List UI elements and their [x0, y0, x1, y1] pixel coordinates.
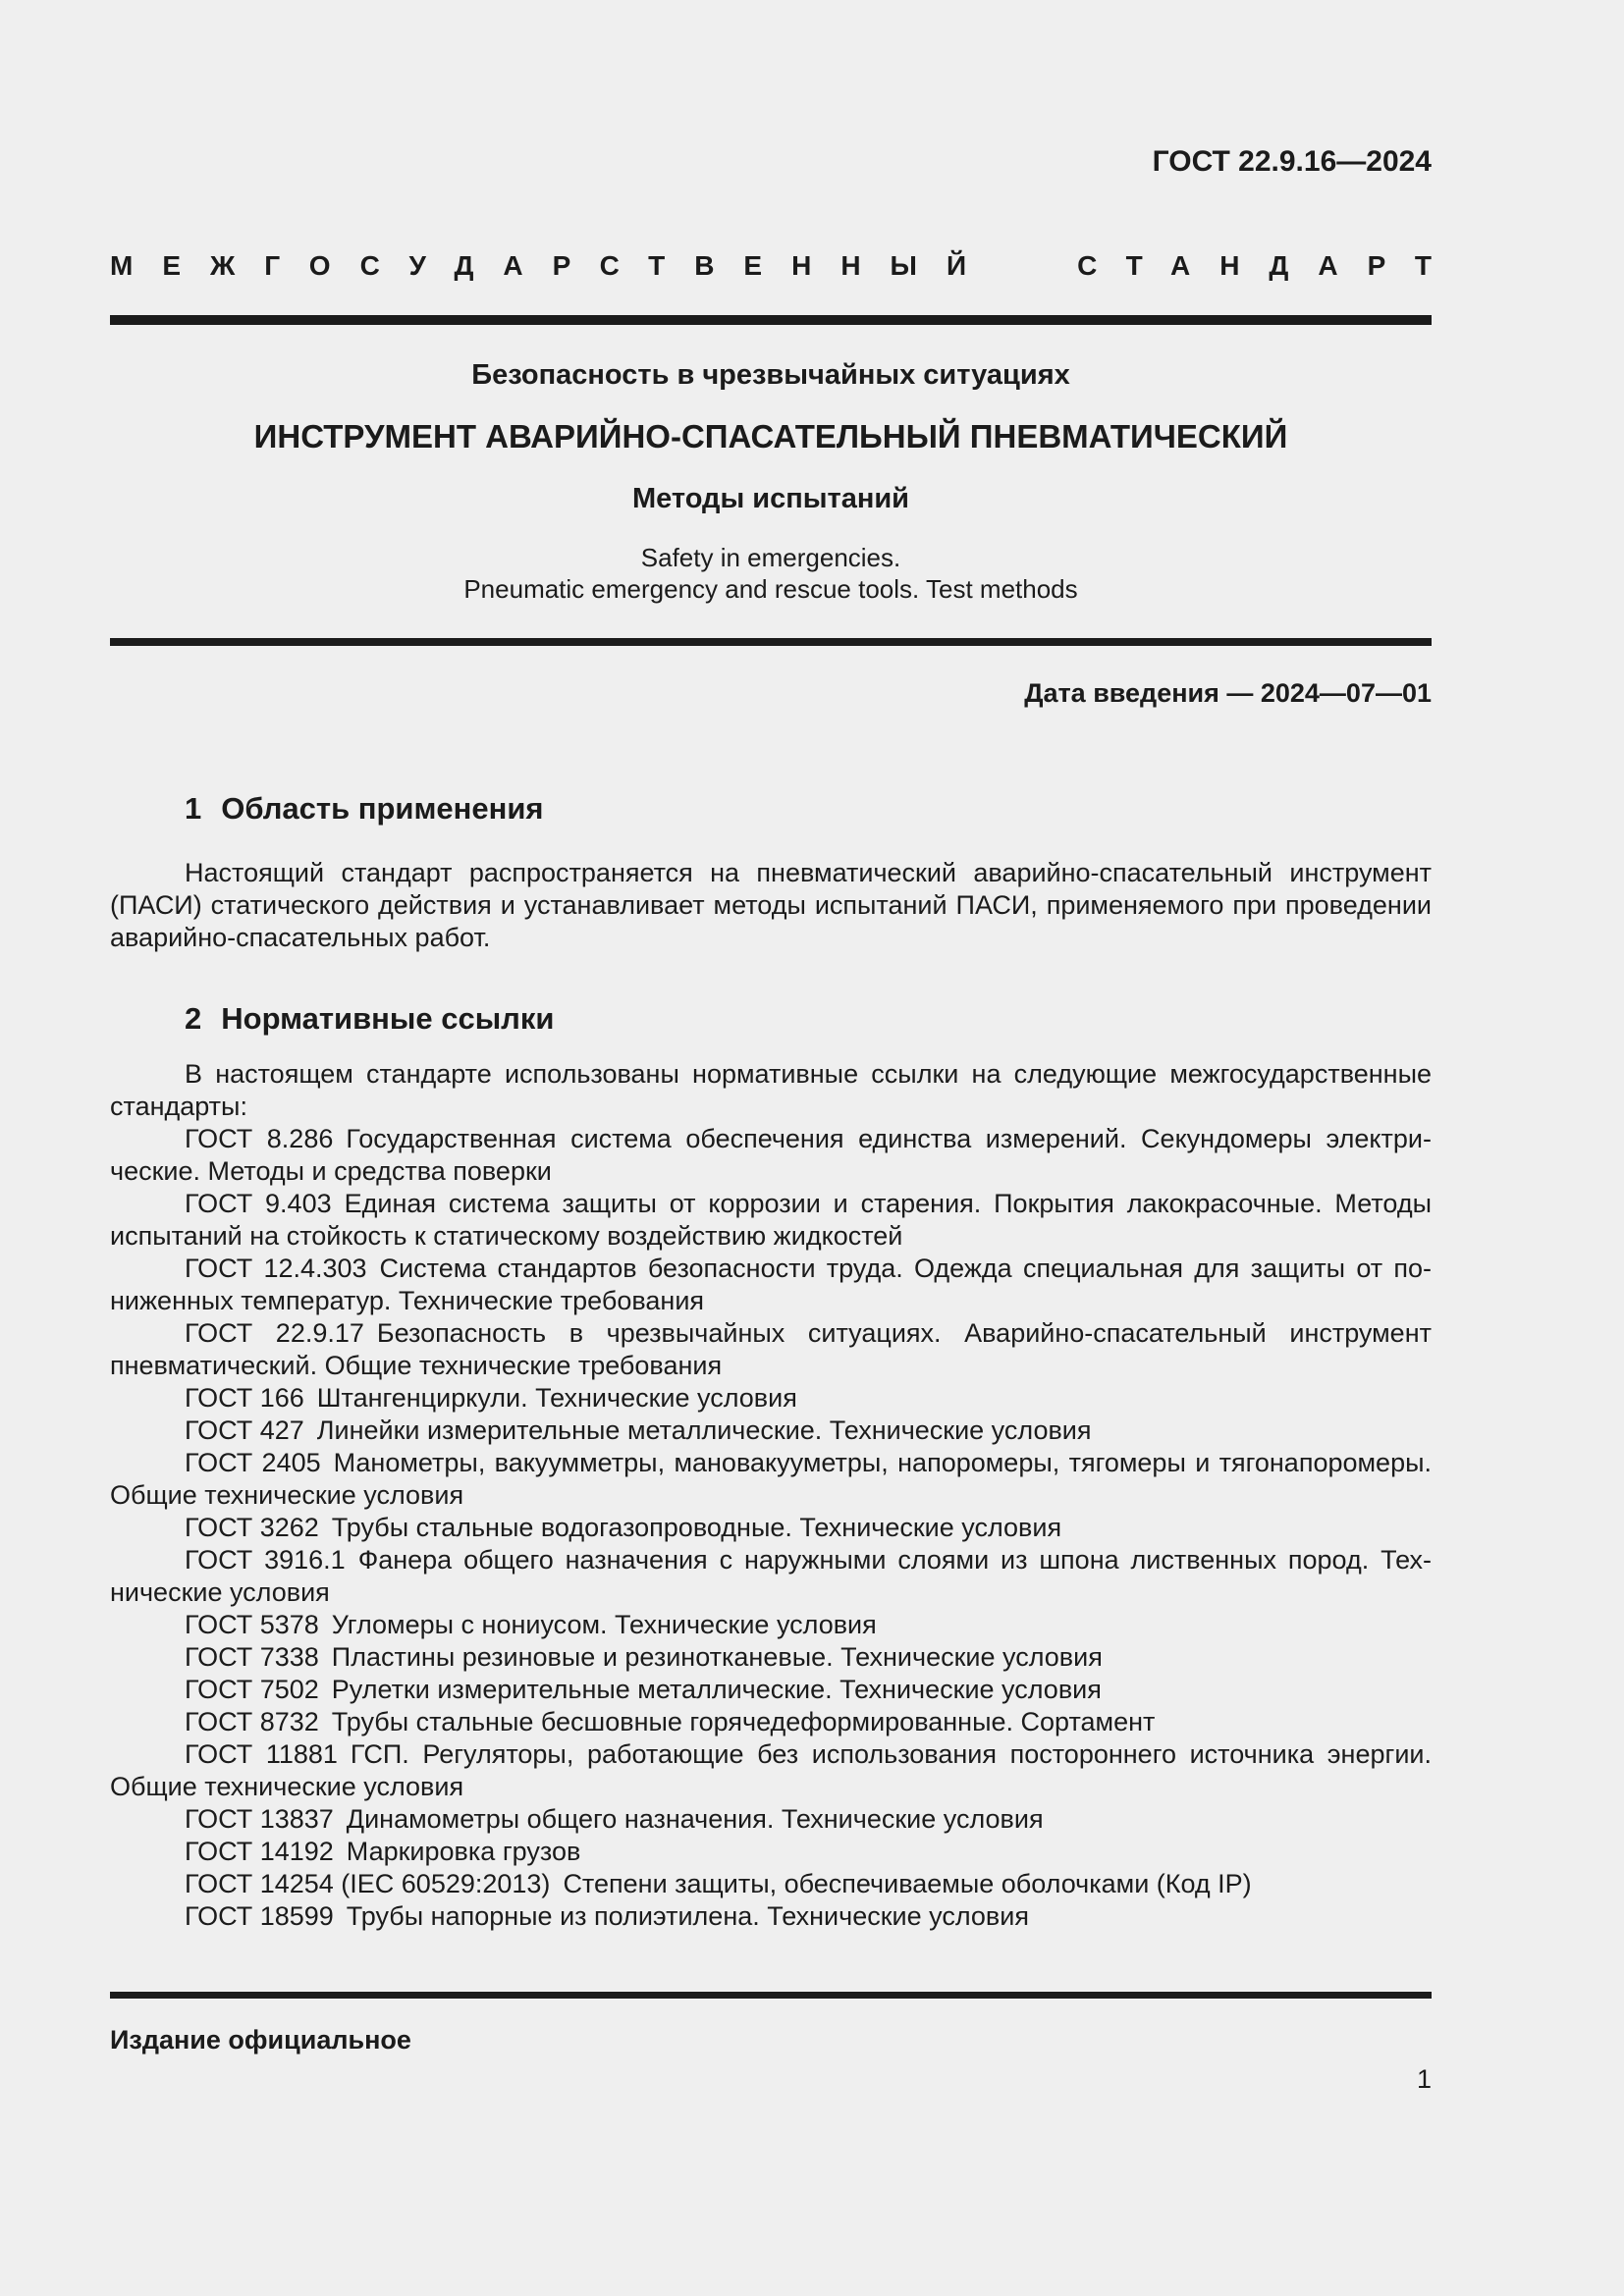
effective-date: Дата введения — 2024—07—01	[1024, 678, 1432, 708]
reference-item	[110, 1738, 1432, 1803]
reference-code: ГОСТ 427	[185, 1415, 304, 1445]
reference-title: Трубы стальные бесшовные горячедеформированные. Сортамент	[331, 1707, 1156, 1736]
page-number: 1	[1416, 2064, 1432, 2094]
section-1-paragraph: Настоящий стандарт распространяется на пневматический аварийно-спасательный инструмент (ПАСИ) статического действия и устанавливает методы испытаний ПАСИ, применяемого при проведении аварийно-спасательных работ.	[110, 858, 1432, 952]
reference-item	[110, 1674, 1432, 1706]
reference-title: Рулетки измерительные металлические. Технические условия	[331, 1675, 1102, 1704]
standard-kind-word-1: МЕЖГОСУДАРСТВЕННЫЙ	[110, 250, 997, 281]
reference-code: ГОСТ 8.286	[185, 1124, 334, 1153]
reference-title: Штангенциркули. Технические условия	[316, 1383, 797, 1413]
document-code: ГОСТ 22.9.16—2024	[1152, 145, 1432, 178]
reference-code: ГОСТ 22.9.17	[185, 1318, 364, 1348]
title-sub-ru: Методы испытаний	[631, 483, 910, 514]
reference-code: ГОСТ 3262	[185, 1513, 319, 1542]
reference-title: Манометры, вакуумметры, мановакууметры, напоромеры, тягомеры и тягонапоромеры. Общие технические условия	[110, 1448, 1432, 1510]
middle-divider-rule	[110, 638, 1432, 646]
footer-divider-rule	[110, 1992, 1432, 1999]
reference-title: Трубы напорные из полиэтилена. Технические условия	[346, 1901, 1029, 1931]
reference-code: ГОСТ 7502	[185, 1675, 319, 1704]
reference-code: ГОСТ 7338	[185, 1642, 319, 1672]
reference-title: Пластины резиновые и резинотканевые. Технические условия	[331, 1642, 1103, 1672]
title-english	[110, 542, 1432, 605]
reference-code: ГОСТ 14254 (IEC 60529:2013)	[185, 1869, 551, 1898]
reference-item	[110, 1188, 1432, 1253]
reference-title: Фанера общего назначения с наружными слоями из шпона лиственных пород. Технические условия	[110, 1545, 1433, 1607]
reference-code: ГОСТ 5378	[185, 1610, 319, 1639]
reference-title: Трубы стальные водогазопроводные. Технические условия	[331, 1513, 1062, 1542]
reference-code: ГОСТ 8732	[185, 1707, 319, 1736]
reference-item	[110, 1317, 1432, 1382]
reference-item	[110, 1512, 1432, 1544]
reference-title: Безопасность в чрезвычайных ситуациях. Аварийно-спасательный инструмент пневматический. Общие технические требования	[110, 1318, 1432, 1380]
standard-kind-banner	[110, 250, 1461, 281]
reference-item	[110, 1415, 1432, 1447]
reference-code: ГОСТ 12.4.303	[185, 1254, 367, 1283]
reference-code: ГОСТ 18599	[185, 1901, 334, 1931]
reference-item	[110, 1836, 1432, 1868]
section-2-title: Нормативные ссылки	[221, 1001, 555, 1036]
title-main-ru: ИНСТРУМЕНТ АВАРИЙНО-СПАСАТЕЛЬНЫЙ ПНЕВМАТИЧЕСКИЙ	[253, 418, 1288, 454]
section-2-intro-paragraph: В настоящем стандарте использованы нормативные ссылки на следующие межгосударственные стандарты:	[110, 1059, 1432, 1121]
reference-code: ГОСТ 9.403	[185, 1189, 332, 1218]
title-english-line-2: Pneumatic emergency and rescue tools. Test methods	[463, 574, 1078, 604]
reference-title: Маркировка грузов	[346, 1837, 581, 1866]
reference-item	[110, 1868, 1432, 1900]
reference-title: Угломеры с нониусом. Технические условия	[331, 1610, 877, 1639]
reference-code: ГОСТ 166	[185, 1383, 304, 1413]
section-2-number: 2	[185, 1001, 202, 1036]
reference-item	[110, 1641, 1432, 1674]
reference-item	[110, 1447, 1432, 1512]
normative-references-list	[110, 1123, 1432, 1933]
reference-title: Динамометры общего назначения. Технические условия	[346, 1804, 1044, 1834]
section-1-number: 1	[185, 791, 202, 826]
reference-title: Система стандартов безопасности труда. Одежда специальная для защиты от пониженных температур. Технические требования	[110, 1254, 1432, 1315]
reference-title: Степени защиты, обеспечиваемые оболочками (Код IP)	[563, 1869, 1252, 1898]
reference-title: Единая система защиты от коррозии и старения. Покрытия лакокрасочные. Методы испытаний на стойкость к статическому воздействию жидкостей	[110, 1189, 1432, 1251]
reference-title: Линейки измерительные металлические. Технические условия	[316, 1415, 1092, 1445]
reference-item	[110, 1609, 1432, 1641]
section-2-heading	[110, 1003, 1432, 1034]
reference-item	[110, 1900, 1432, 1933]
reference-item	[110, 1123, 1432, 1188]
reference-code: ГОСТ 14192	[185, 1837, 334, 1866]
reference-item	[110, 1544, 1432, 1609]
reference-item	[110, 1253, 1432, 1317]
section-1-heading	[110, 793, 1432, 824]
edition-note: Издание официальное	[110, 2025, 411, 2055]
title-subject-ru: Безопасность в чрезвычайных ситуациях	[471, 359, 1070, 391]
reference-code: ГОСТ 3916.1	[185, 1545, 346, 1575]
title-english-line-1: Safety in emergencies.	[640, 543, 901, 572]
reference-item	[110, 1382, 1432, 1415]
standard-kind-word-2: СТАНДАРТ	[1077, 250, 1461, 281]
reference-title: ГСП. Регуляторы, работающие без использования постороннего источника энергии. Общие технические условия	[110, 1739, 1433, 1801]
top-divider-rule	[110, 315, 1432, 325]
reference-code: ГОСТ 2405	[185, 1448, 321, 1477]
reference-code: ГОСТ 11881	[185, 1739, 338, 1769]
reference-item	[110, 1803, 1432, 1836]
reference-item	[110, 1706, 1432, 1738]
section-1-title: Область применения	[221, 791, 544, 826]
reference-title: Государственная система обеспечения единства измерений. Секундомеры электрические. Методы и средства поверки	[110, 1124, 1432, 1186]
reference-code: ГОСТ 13837	[185, 1804, 334, 1834]
